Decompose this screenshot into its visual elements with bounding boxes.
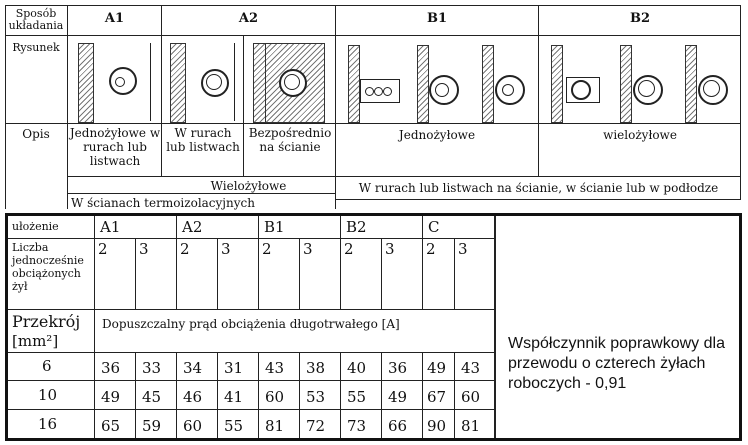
col-divider	[217, 238, 218, 310]
installation-methods-table	[5, 5, 741, 209]
size-cell: 16	[38, 415, 58, 433]
wall-hatch	[482, 45, 494, 123]
wall-hatch	[551, 45, 563, 123]
row-divider	[67, 176, 741, 177]
col-divider	[176, 352, 177, 438]
value-cell: 60	[461, 388, 481, 406]
col-divider	[67, 5, 68, 209]
value-cell: 59	[142, 417, 162, 435]
wire-dot	[115, 77, 125, 87]
value-cell: 90	[427, 417, 447, 435]
value-cell: 31	[224, 359, 244, 377]
col-divider	[258, 216, 259, 310]
desc-b2: wielożyłowe	[603, 128, 677, 142]
value-cell: 73	[347, 417, 367, 435]
value-cell: 66	[388, 417, 408, 435]
header-a1: A1	[104, 11, 125, 26]
col-divider	[335, 5, 336, 209]
col-divider	[494, 216, 496, 438]
cable-dot	[703, 80, 720, 97]
loaded-count: 2	[426, 240, 436, 258]
col-divider	[454, 352, 455, 438]
value-cell: 41	[224, 388, 244, 406]
insulated-walls-label: W ścianach termoizolacyjnych	[71, 196, 255, 210]
header-b1: B1	[426, 11, 448, 26]
cable-dot	[638, 80, 655, 97]
method-a1: A1	[100, 218, 121, 236]
loaded-count: 2	[344, 240, 354, 258]
col-divider	[422, 352, 423, 438]
col-divider	[161, 5, 162, 176]
col-divider	[135, 352, 136, 438]
value-cell: 33	[142, 359, 162, 377]
value-cell: 36	[101, 359, 121, 377]
drawing-label: Rysunek	[12, 41, 60, 54]
wire-dot	[374, 87, 383, 96]
current-label: Dopuszczalny prąd obciążenia długotrwałego [A]	[102, 317, 400, 331]
col-divider	[299, 352, 300, 438]
loaded-conductors-label: Liczba jednocześnie obciążonych żył	[12, 241, 84, 293]
cable-circle	[571, 80, 591, 100]
wire-dot	[383, 87, 392, 96]
value-cell: 72	[306, 417, 326, 435]
col-divider	[217, 352, 218, 438]
wall-hatch	[417, 45, 429, 123]
pipes-on-wall-label: W rurach lub listwach na ścianie, w ścianie lub w podłodze	[358, 181, 719, 195]
value-cell: 53	[306, 388, 326, 406]
loaded-count: 2	[98, 240, 108, 258]
loaded-count: 3	[303, 240, 313, 258]
col-divider	[381, 238, 382, 310]
cross-section-unit: [mm²]	[12, 332, 59, 350]
col-divider	[381, 352, 382, 438]
col-divider	[135, 238, 136, 310]
desc-a1: Jednożyłowe w rurach lub listwach	[69, 126, 161, 168]
col-divider	[243, 35, 244, 176]
wall-hatch	[685, 45, 697, 123]
cable-dot	[435, 83, 449, 97]
value-cell: 43	[461, 359, 481, 377]
value-cell: 55	[224, 417, 244, 435]
correction-factor-note: Współczynnik poprawkowy dla przewodu o czterech żyłach roboczych - 0,91	[508, 335, 725, 392]
row-divider	[67, 193, 335, 194]
method-label: Sposób układania	[8, 7, 64, 32]
cable-dot	[502, 84, 514, 96]
desc-b1: Jednożyłowe	[398, 128, 476, 142]
size-cell: 10	[38, 386, 58, 404]
loaded-count: 3	[458, 240, 468, 258]
method-b2: B2	[346, 218, 367, 236]
value-cell: 55	[347, 388, 367, 406]
loaded-count: 2	[262, 240, 272, 258]
loaded-count: 3	[385, 240, 395, 258]
cable-dot	[284, 74, 300, 90]
value-cell: 65	[101, 417, 121, 435]
header-b2: B2	[629, 11, 651, 26]
value-cell: 43	[265, 359, 285, 377]
method-c: C	[428, 218, 440, 236]
method-a2: A2	[182, 218, 203, 236]
loaded-count: 3	[139, 240, 149, 258]
cross-section-label: Przekrój	[12, 312, 81, 331]
col-divider	[340, 352, 341, 438]
col-divider	[454, 238, 455, 310]
col-divider	[422, 216, 423, 310]
value-cell: 40	[347, 359, 367, 377]
value-cell: 67	[427, 388, 447, 406]
col-divider	[94, 216, 95, 438]
loaded-count: 3	[221, 240, 231, 258]
current-capacity-table	[5, 213, 742, 441]
value-cell: 36	[388, 359, 408, 377]
col-divider	[258, 352, 259, 438]
loaded-count: 2	[180, 240, 190, 258]
size-cell: 6	[42, 357, 52, 375]
description-label: Opis	[22, 127, 50, 141]
row-divider	[5, 123, 741, 124]
value-cell: 45	[142, 388, 162, 406]
value-cell: 49	[101, 388, 121, 406]
value-cell: 49	[388, 388, 408, 406]
wall-hatch	[348, 45, 360, 123]
value-cell: 60	[265, 388, 285, 406]
desc-a2-pipes: W rurach lub listwach	[166, 126, 240, 154]
cable-dot	[206, 74, 222, 90]
wire-dot	[365, 87, 374, 96]
desc-a2-wall: Bezpośrednio na ścianie	[248, 126, 332, 154]
value-cell: 81	[461, 417, 481, 435]
col-divider	[299, 238, 300, 310]
border-top	[5, 5, 741, 6]
value-cell: 49	[427, 359, 447, 377]
laying-label: ułożenie	[12, 220, 59, 233]
value-cell: 46	[183, 388, 203, 406]
row-divider	[5, 35, 741, 36]
value-cell: 34	[183, 359, 203, 377]
value-cell: 38	[306, 359, 326, 377]
row-divider	[335, 199, 741, 200]
header-a2: A2	[238, 11, 259, 26]
value-cell: 60	[183, 417, 203, 435]
col-divider	[340, 216, 341, 310]
wall-hatch	[620, 45, 632, 123]
value-cell: 81	[265, 417, 285, 435]
method-b1: B1	[264, 218, 285, 236]
col-divider	[176, 216, 177, 310]
col-divider	[538, 5, 539, 176]
multi-core-label: Wielożyłowe	[210, 179, 287, 193]
